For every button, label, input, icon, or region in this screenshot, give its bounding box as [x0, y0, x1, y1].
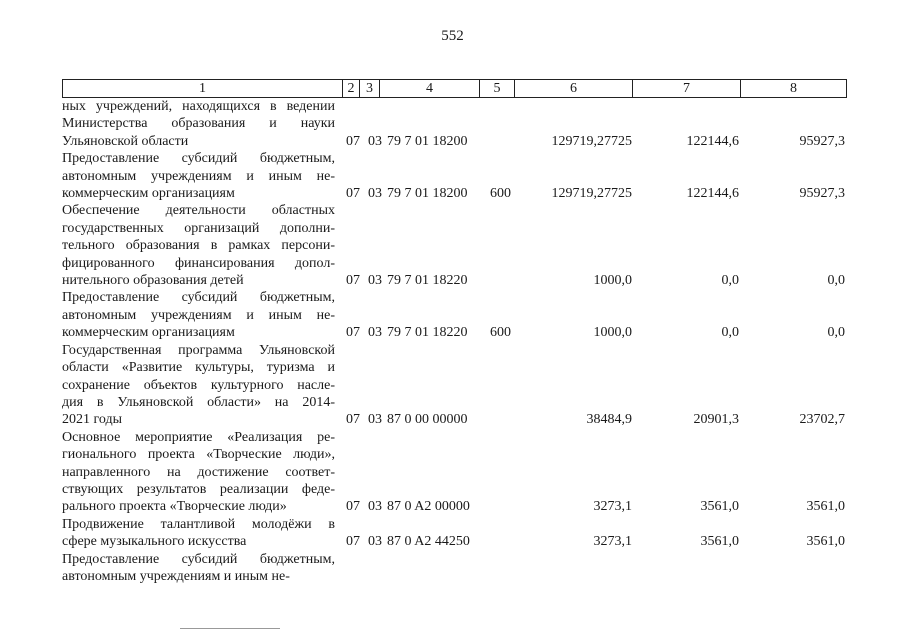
cell-c7: 3561,0 [700, 499, 739, 515]
description-line: дия в Ульяновской области» на 2014- [62, 394, 335, 410]
cell-c7: 122144,6 [686, 133, 739, 149]
description-line: сохранение объектов культурного насле- [62, 377, 335, 393]
cell-c6: 129719,27725 [551, 133, 632, 149]
row-description [62, 150, 335, 202]
cell-c3: 03 [368, 499, 382, 515]
row-description [62, 98, 335, 150]
cell-c8: 95927,3 [799, 133, 845, 149]
header-col-8: 8 [790, 81, 797, 96]
header-col-7: 7 [633, 80, 741, 97]
cell-c2: 07 [346, 133, 360, 149]
page-number: 552 [441, 28, 464, 44]
description-line: ных учреждений, находящихся в ведении [62, 99, 335, 114]
table-row [62, 429, 847, 516]
description-line: автономным учреждениям и иным не- [62, 168, 335, 184]
cell-c6: 1000,0 [593, 325, 632, 341]
description-line: автономным учреждениям и иным не- [62, 307, 335, 323]
cell-c3: 03 [368, 186, 382, 202]
description-line: Предоставление субсидий бюджетным, [62, 290, 335, 306]
cell-c7: 122144,6 [686, 186, 739, 202]
description-line: гионального проекта «Творческие люди», [62, 447, 335, 463]
cell-c8: 95927,3 [799, 186, 845, 202]
cell-c8: 3561,0 [806, 499, 845, 515]
cell-c6: 3273,1 [593, 534, 632, 550]
description-line: 2021 годы [62, 412, 123, 428]
description-line: Государственная программа Ульяновской [62, 342, 335, 358]
description-line: фицированного финансирования допол- [62, 255, 335, 271]
description-line: Основное мероприятие «Реализация ре- [62, 429, 335, 445]
cell-c4: 87 0 00 00000 [387, 412, 468, 428]
table-header [62, 79, 847, 98]
description-line: направленного на достижение соответ- [62, 464, 335, 480]
table-row [62, 551, 847, 586]
cell-c4: 79 7 01 18200 [387, 133, 468, 149]
description-line: коммерческим организациям [62, 186, 235, 202]
cell-c2: 07 [346, 325, 360, 341]
header-col-1: 1 [63, 80, 343, 97]
description-line: автономным учреждениям и иным не- [62, 568, 290, 584]
header-col-5: 5 [480, 80, 515, 97]
footer-divider [180, 628, 280, 629]
cell-c2: 07 [346, 499, 360, 515]
cell-c2: 07 [346, 412, 360, 428]
table-row [62, 202, 847, 289]
cell-c6: 129719,27725 [551, 186, 632, 202]
description-line: Продвижение талантливой молодёжи в [62, 516, 335, 532]
cell-c2: 07 [346, 273, 360, 289]
description-line: Министерства образования и науки [62, 116, 335, 132]
row-description [62, 516, 335, 551]
header-col-3: 3 [360, 80, 380, 97]
cell-c7: 0,0 [721, 273, 739, 289]
cell-c4: 87 0 A2 44250 [387, 534, 470, 550]
cell-c4: 79 7 01 18200 [387, 186, 468, 202]
row-description [62, 342, 335, 429]
header-col-4: 4 [380, 80, 480, 97]
description-line: тельного образования в рамках персони- [62, 238, 335, 254]
table-row [62, 289, 847, 341]
description-line: сфере музыкального искусства [62, 534, 247, 550]
header-col-2: 2 [343, 80, 360, 97]
row-description [62, 289, 335, 341]
cell-c7: 3561,0 [700, 534, 739, 550]
cell-c4: 79 7 01 18220 [387, 273, 468, 289]
cell-c7: 20901,3 [693, 412, 739, 428]
description-line: Обеспечение деятельности областных [62, 203, 335, 219]
description-line: Ульяновской области [62, 133, 189, 149]
table-row [62, 150, 847, 202]
cell-c7: 0,0 [721, 325, 739, 341]
cell-c3: 03 [368, 273, 382, 289]
cell-c3: 03 [368, 325, 382, 341]
cell-c3: 03 [368, 133, 382, 149]
description-line: коммерческим организациям [62, 325, 235, 341]
table-row [62, 516, 847, 551]
description-line: государственных организаций дополни- [62, 220, 335, 236]
cell-c2: 07 [346, 186, 360, 202]
row-description [62, 551, 335, 586]
description-line: ствующих результатов реализации феде- [62, 481, 335, 497]
cell-c3: 03 [368, 534, 382, 550]
row-description [62, 429, 335, 516]
cell-c3: 03 [368, 412, 382, 428]
description-line: рального проекта «Творческие люди» [62, 499, 287, 515]
cell-c6: 1000,0 [593, 273, 632, 289]
cell-c6: 3273,1 [593, 499, 632, 515]
header-col-6: 6 [515, 80, 633, 97]
cell-c4: 79 7 01 18220 [387, 325, 468, 341]
description-line: области «Развитие культуры, туризма и [62, 360, 335, 376]
cell-c8: 23702,7 [799, 412, 845, 428]
cell-c8: 3561,0 [806, 534, 845, 550]
cell-c8: 0,0 [827, 325, 845, 341]
description-line: нительного образования детей [62, 273, 244, 289]
cell-c6: 38484,9 [586, 412, 632, 428]
table-row [62, 342, 847, 429]
table-body [62, 98, 847, 585]
table-row [62, 98, 847, 150]
description-line: Предоставление субсидий бюджетным, [62, 151, 335, 167]
cell-c5: 600 [490, 325, 511, 341]
description-line: Предоставление субсидий бюджетным, [62, 551, 335, 567]
row-description [62, 202, 335, 289]
cell-c2: 07 [346, 534, 360, 550]
cell-c8: 0,0 [827, 273, 845, 289]
cell-c4: 87 0 A2 00000 [387, 499, 470, 515]
cell-c5: 600 [490, 186, 511, 202]
